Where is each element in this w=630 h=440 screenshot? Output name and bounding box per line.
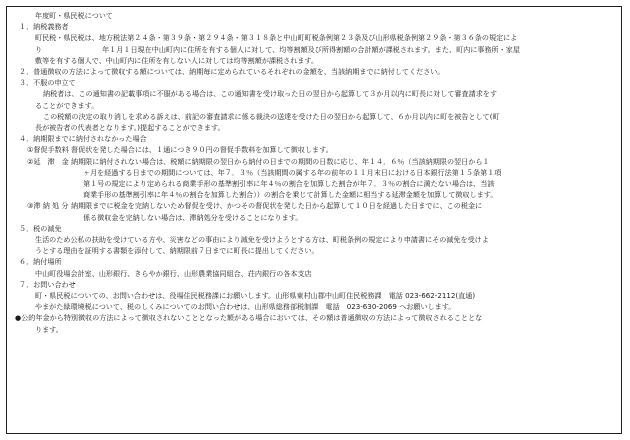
delinquency-text: ヶ月を経過する日までの期間については、年７．３％（当該期間の属する年の前年の１１月末日における日本銀行法第１５条第１項 — [83, 167, 502, 177]
document-title: 年度町・県民税について — [35, 11, 113, 20]
section-5-text: 生活のため公私の扶助を受けている方や、災害などの事由により減免を受けようとする方は、町税条例の規定により申請書にその減免を受けよ — [35, 235, 489, 245]
section-1-text: 敷等を有する個人で、中山町内に住所を有しない人に対しては均等割額が課税されます。 — [35, 55, 319, 65]
section-3-text: 長が被告者の代表者となります。)提起することができます。 — [35, 123, 225, 133]
section-7-text: 町・県民税についての、お問い合わせは、役場住民税務課にお願いします。山形県東村山郡中山町住民税務課 電話 023-662-2112(直通) — [35, 291, 476, 301]
late-fee-label: ①督促手数料 — [27, 145, 69, 155]
pension-note: ります。 — [35, 324, 63, 334]
section-1-text: り 年１月１日現在中山町内に住所を有する個人に対して、均等割額及び所得割額の合計額が課税されます。また、町内に事務所・家屋 — [35, 44, 520, 54]
seizure-label: ③滞 納 処 分 — [27, 201, 69, 211]
section-3-text: この税額の決定の取り消しを求める訴えは、前記の審査請求に係る裁決の送達を受けた日の翌日から起算して、６か月以内に町を被告として(町 — [43, 111, 500, 121]
section-6-text: 中山町役場会計室、山形銀行、きらやか銀行、山形農業協同組合、荘内銀行の各本支店 — [35, 268, 312, 278]
section-3-heading: ３．不服の申立て — [19, 78, 76, 88]
delinquency-label: ②延 滞 金 — [27, 156, 69, 166]
pension-note: ●公的年金から特別徴収の方法によって徴収されないこととなった額がある場合においては、その額は普通徴収の方法によって徴収されることとな — [15, 313, 483, 323]
seizure-text: 係る徴収金を完納しない場合は、滞納処分を受けることになります。 — [83, 212, 303, 222]
delinquency-row — [15, 156, 613, 167]
section-2-heading: ２．普通徴収の方法によって徴収する額については、納期毎に定められているそれぞれの金額を、当該納期までに納付してください。 — [19, 67, 445, 77]
delinquency-text: 第１号の規定により定められる商業手形の基準割引率に年４％の割合を加算した割合が年７．３％の割合に満たない場合は、当該 — [83, 179, 495, 189]
section-6-heading: ６．納付場所 — [19, 257, 62, 267]
late-fee-row — [15, 144, 613, 155]
section-5-heading: ５．税の減免 — [19, 223, 62, 233]
delinquency-text: 商業手形の基準割引率に年４％の割合を加算した割合））の割合を乗じて計算した金額に相当する延滞金額を加算して徴収します。 — [83, 190, 498, 200]
section-1-heading: １．納税義務者 — [19, 22, 69, 32]
section-7-heading: ７．お問い合わせ — [19, 279, 76, 289]
tax-notice-document — [6, 6, 622, 434]
section-4-heading: ４．納期限までに納付されなかった場合 — [19, 134, 147, 144]
late-fee-text: 督促状を発した場合には、１通につき９０円の督促手数料を加算して徴収します。 — [71, 145, 333, 155]
seizure-text: 納期限までに税金を完納しないため督促を受け、かつその督促状を発した日から起算して１０日を経過した日までに、この税金に — [71, 201, 483, 211]
section-5-text: うとする理由を証明する書類を添付して、納期限前７日までに町長に提出してください。 — [35, 246, 319, 256]
section-3-text: ることができます。 — [35, 100, 99, 110]
seizure-row — [15, 200, 613, 211]
delinquency-text: 納期限に納付されない場合は、税額に納期限の翌日から納付の日までの期間の日数に応じ、年１４．６％（当該納期限の翌日から１ — [71, 156, 490, 166]
section-7-text: やまがた緑環境税について、税のしくみについてのお問い合わせは、山形県総務部税制課 電話 023-630-2069 へお願いします。 — [35, 302, 456, 312]
section-3-text: 納税者は、この通知書の記載事項に不服がある場合は、この通知書を受け取った日の翌日から起算して３か月以内に町長に対して審査請求をす — [43, 89, 497, 99]
section-1-text: 町民税・県民税は、地方税法第２４条・第３９条・第２９４条・第３１８条と中山町町税条例第２３条及び山形県税条例第２９条・第３６条の規定によ — [35, 33, 518, 43]
